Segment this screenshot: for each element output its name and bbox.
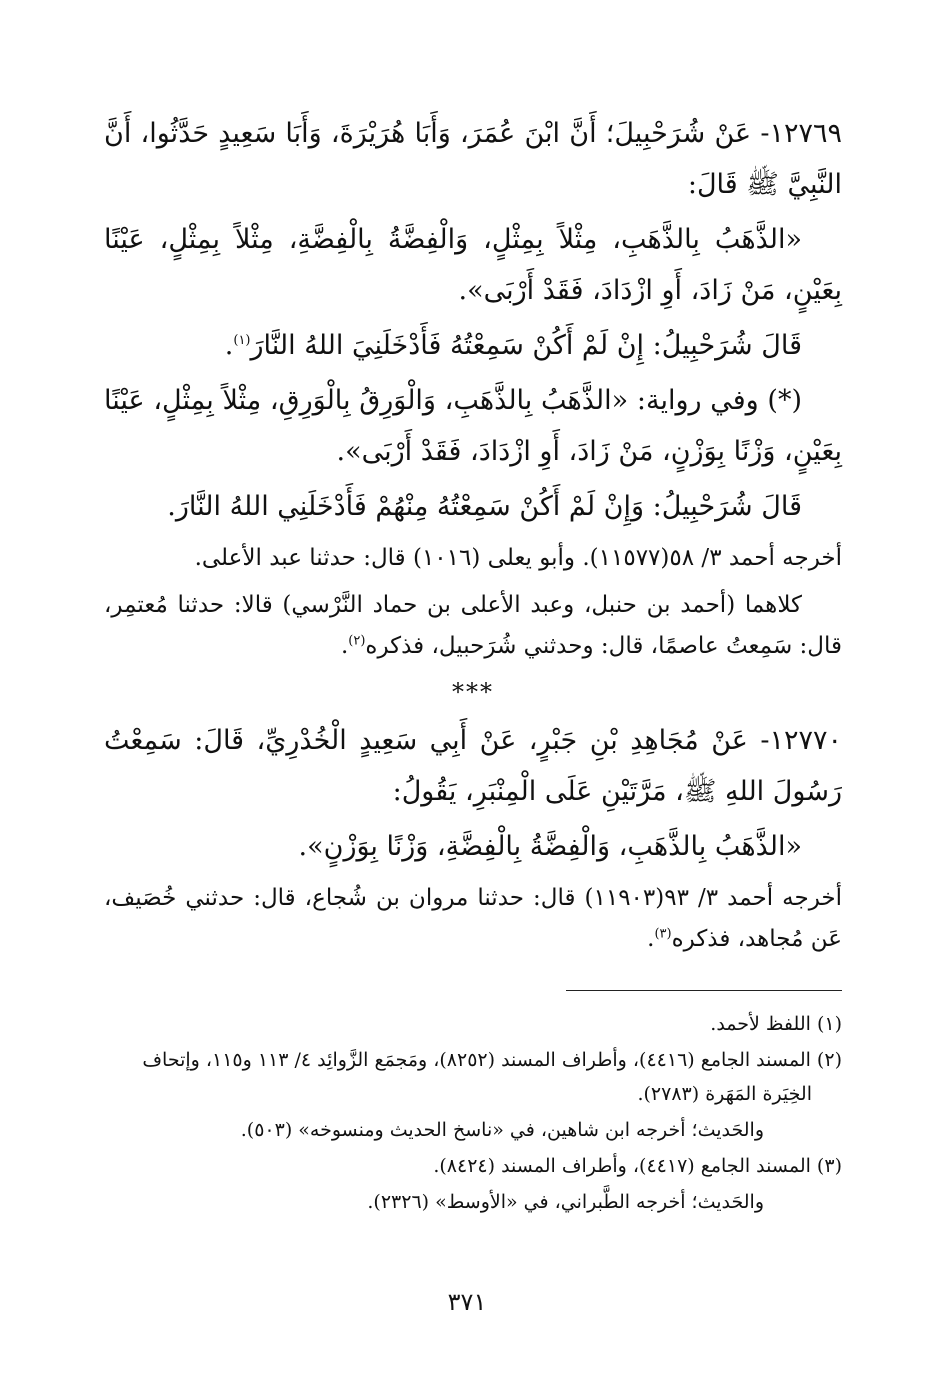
footnote-2-continuation: والحَديث؛ أخرجه ابن شاهين، في «ناسخ الحديث ومنسوخه» (٥٠٣).	[240, 1119, 764, 1141]
footnote-3-continuation: والحَديث؛ أخرجه الطَّبراني، في «الأوسط» (٢٣٢٦).	[367, 1191, 764, 1213]
hadith-12769-intro: ١٢٧٦٩- عَنْ شُرَحْبِيلَ؛ أَنَّ ابْنَ عُمَرَ، وَأَبَا هُرَيْرَةَ، وَأَبَا سَعِيدٍ حَدَّثُوا، أَنَّ النَّبِيَّ ﷺ قَالَ:	[104, 118, 842, 200]
shurahbil-statement-2: قَالَ شُرَحْبِيلُ: وَإِنْ لَمْ أَكُنْ سَمِعْتُهُ مِنْهُمْ فَأَدْخَلَنِي اللهُ النَّارَ.	[167, 491, 802, 522]
hadith-12770-matn: «الذَّهَبُ بِالذَّهَبِ، وَالْفِضَّةُ بِالْفِضَّةِ، وَزْنًا بِوَزْنٍ».	[298, 831, 802, 862]
riwaya-variant: (*) وفي رواية: «الذَّهَبُ بِالذَّهَبِ، وَالْوَرِقُ بِالْوَرِقِ، مِثْلاً بِمِثْلٍ، عَيْنًا بِعَيْنٍ، وَزْنًا بِوَزْنٍ، مَنْ زَادَ، أَوِ ازْدَادَ، فَقَدْ أَرْبَى».	[104, 385, 842, 467]
footnote-ref-3: (٣)	[654, 926, 672, 942]
footnote-1: (١) اللفظ لأحمد.	[710, 1013, 842, 1035]
takhrij-12769-line-1: أخرجه أحمد ٣/ ٥٨(١١٥٧٧). وأبو يعلى (١٠١٦) قال: حدثنا عبد الأعلى.	[194, 545, 842, 571]
takhrij-12770: أخرجه أحمد ٣/ ٩٣(١١٩٠٣) قال: حدثنا مروان بن شُجاع، قال: حدثني خُصَيف، عَن مُجاهد، فذكره$^{(٣)}$.	[104, 885, 842, 952]
hadith-12769-matn: «الذَّهَبُ بِالذَّهَبِ، مِثْلاً بِمِثْلٍ، وَالْفِضَّةُ بِالْفِضَّةِ، مِثْلاً بِمِثْلٍ، عَيْنًا بِعَيْنٍ، مَنْ زَادَ، أَوِ ازْدَادَ، فَقَدْ أَرْبَى».	[104, 224, 842, 306]
footnote-ref-2: (٢)	[348, 633, 366, 649]
section-separator: ***	[452, 678, 494, 706]
footnote-2: (٢) المسند الجامع (٤٤١٦)، وأطراف المسند (٨٢٥٢)، ومَجمَع الزَّوائِد ٤/ ١١٣ و١١٥، وإتحاف الخِيَرة المَهَرة (٢٧٨٣).	[142, 1049, 842, 1105]
footnotes	[104, 1007, 842, 1219]
shurahbil-statement-1-text: قَالَ شُرَحْبِيلُ: إِنْ لَمْ أَكُنْ سَمِعْتُهُ فَأَدْخَلَنِيَ اللهُ النَّارَ	[250, 330, 802, 361]
footnote-ref-1: (١)	[233, 333, 251, 348]
takhrij-12769-line-2-text: كلاهما (أحمد بن حنبل، وعبد الأعلى بن حماد النَّرْسي) قالا: حدثنا مُعتمِر، قال: سَمِعتُ عاصمًا، قال: وحدثني شُرَحبيل، فذكره	[104, 592, 842, 659]
takhrij-12770-text: أخرجه أحمد ٣/ ٩٣(١١٩٠٣) قال: حدثنا مروان بن شُجاع، قال: حدثني خُصَيف، عَن مُجاهد، فذكره	[104, 885, 842, 952]
takhrij-12769-line-2: كلاهما (أحمد بن حنبل، وعبد الأعلى بن حماد النَّرْسي) قالا: حدثنا مُعتمِر، قال: سَمِعتُ عاصمًا، قال: وحدثني شُرَحبيل، فذكره$^{(٢)}$.	[104, 592, 842, 659]
footnote-3: (٣) المسند الجامع (٤٤١٧)، وأطراف المسند (٨٤٢٤).	[433, 1155, 842, 1177]
footnote-divider	[566, 990, 842, 991]
shurahbil-statement-1: قَالَ شُرَحْبِيلُ: إِنْ لَمْ أَكُنْ سَمِعْتُهُ فَأَدْخَلَنِيَ اللهُ النَّارَ$^{(١)}$.	[224, 330, 802, 361]
hadith-12770-intro: ١٢٧٧٠- عَنْ مُجَاهِدِ بْنِ جَبْرٍ، عَنْ أَبِي سَعِيدٍ الْخُدْرِيِّ، قَالَ: سَمِعْتُ رَسُولَ اللهِ ﷺ، مَرَّتَيْنِ عَلَى الْمِنْبَرِ، يَقُولُ:	[104, 725, 842, 807]
page-number: ٣٧١	[447, 1288, 487, 1316]
